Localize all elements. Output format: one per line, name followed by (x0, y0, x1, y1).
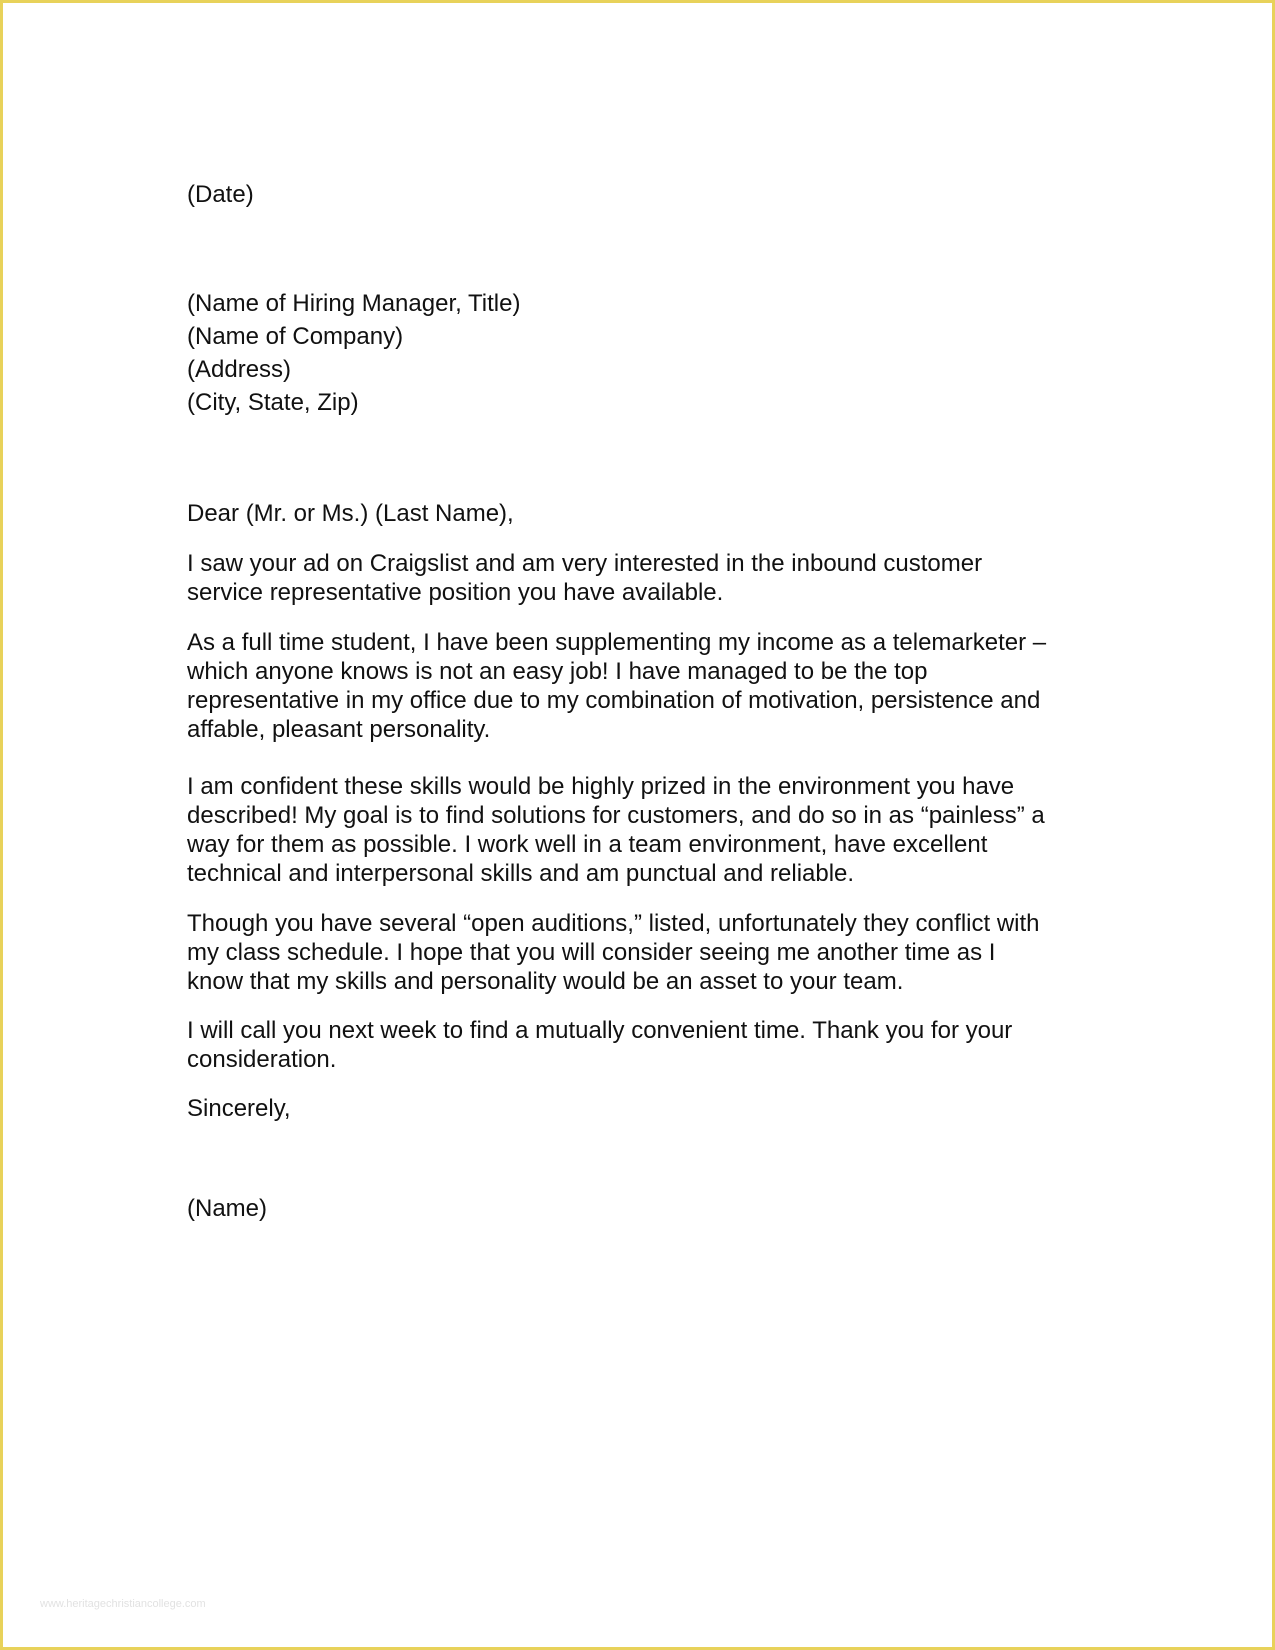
recipient-city-state-zip: (City, State, Zip) (187, 389, 359, 416)
paragraph-5: I will call you next week to find a mutually convenient time. Thank you for your consideration. (187, 1017, 1013, 1073)
salutation: Dear (Mr. or Ms.) (Last Name), (187, 500, 514, 527)
closing: Sincerely, (187, 1095, 291, 1122)
recipient-address-line: (Address) (187, 356, 292, 383)
recipient-company: (Name of Company) (187, 323, 404, 350)
paragraph-4: Though you have several “open auditions,” listed, unfortunately they conflict with my class schedule. I hope that you will consider seeing me another time as I know that my skills and personality would be an asset to your team. (187, 910, 1040, 995)
recipient-address (187, 287, 1087, 419)
paragraph-3: I am confident these skills would be highly prized in the environment you have described! My goal is to find solutions for customers, and do so in as “painless” a way for them as possible. I work well in a team environment, have excellent technical and interpersonal skills and am punctual and reliable. (187, 773, 1045, 887)
letter-body (187, 180, 1087, 1223)
recipient-name-title: (Name of Hiring Manager, Title) (187, 290, 521, 317)
date-line (187, 180, 1087, 209)
signature-name: (Name) (187, 1195, 268, 1222)
watermark-text: www.heritagechristiancollege.com (40, 1598, 206, 1610)
paragraph-1: I saw your ad on Craigslist and am very interested in the inbound customer service representative position you have available. (187, 550, 983, 606)
paragraph-2: As a full time student, I have been supplementing my income as a telemarketer – which anyone knows is not an easy job! I have managed to be the top representative in my office due to my combination of motivation, persistence and affable, pleasant personality. (187, 629, 1047, 743)
letter-date: (Date) (187, 181, 254, 208)
